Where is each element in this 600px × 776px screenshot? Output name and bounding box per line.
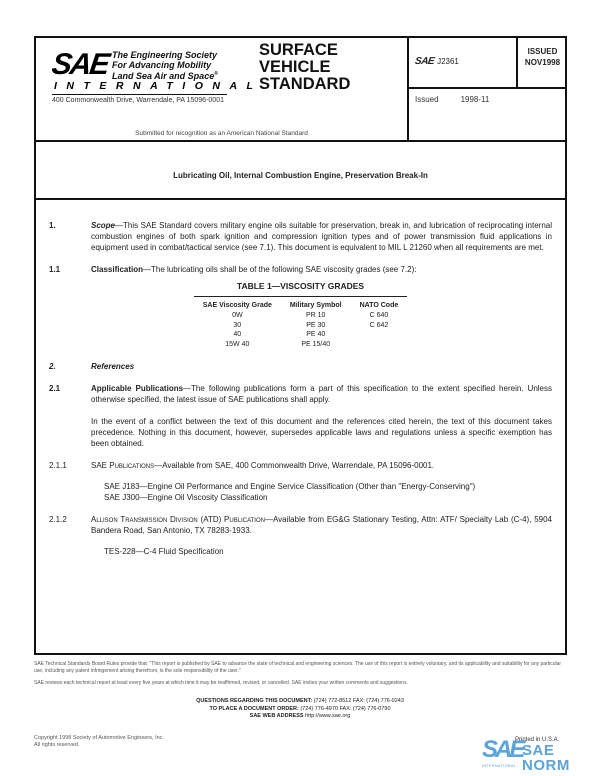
section-heading: Scope xyxy=(91,221,116,230)
section-heading: Applicable Publications xyxy=(91,384,184,393)
status-badge: ISSUED NOV1998 xyxy=(516,38,567,87)
sae-tagline: The Engineering Society For Advancing Mobility Land Sea Air and Space® xyxy=(112,50,218,81)
table-row: 15W 40 PE 15/40 xyxy=(225,340,331,348)
viscosity-grades-table xyxy=(194,282,408,349)
section-allison-publications: 2.1.2 Allison Transmission Division (ATD) Publication—Available from EG&G Stationary Testing, Attn: ATF/ Specialty Lab (C-4), 5904 Bandera Road, San Antonio, TX 78283-1933. xyxy=(49,515,553,535)
document-title: Lubricating Oil, Internal Combustion Engine, Preservation Break-In xyxy=(173,171,428,180)
document-frame xyxy=(34,36,567,655)
website-link[interactable]: http://www.sae.org xyxy=(305,713,351,719)
divider xyxy=(52,94,227,95)
sae-logo-mark: SAE xyxy=(49,48,111,81)
table-row: 30 PE 30 C 642 xyxy=(233,321,389,329)
sae-norm-watermark: SAE SAE NORM INTERNATIONAL xyxy=(482,738,597,776)
ansi-submission-note: Submitted for recognition as an American National Standard xyxy=(135,130,308,137)
document-header xyxy=(36,38,565,142)
column-header: Military Symbol xyxy=(281,296,351,311)
section-heading: Classification xyxy=(91,265,144,274)
disclaimer-text: SAE Technical Standards Board Rules provide that: "This report is published by SAE to advance the state of technical and engineering sciences. The use of this report is entirely voluntary, and its applicability and suitability for any particular use, including any patent infringement arising therefrom, is the sole responsibility of the user." SAE reviews each technical report at least every five years at which time it may be reaffirmed, revised, or cancelled. SAE invites your written comments and suggestions. xyxy=(34,661,562,686)
conflict-paragraph: In the event of a conflict between the text of this document and the references cited herein, the text of this document takes precedence. Nothing in this document, however, supersedes applicable laws and regulations unless a specific exemption has been obtained. xyxy=(91,417,552,448)
section-heading: References xyxy=(91,362,135,371)
watermark-sae-logo: SAE xyxy=(482,736,523,763)
table-row: 40 PE 40 xyxy=(233,331,326,338)
column-header: SAE Viscosity Grade xyxy=(194,296,281,311)
section-classification: 1.1 Classification—The lubricating oils shall be of the following SAE viscosity grades (see 7.2): xyxy=(49,265,417,274)
table-caption: TABLE 1—VISCOSITY GRADES xyxy=(236,281,365,291)
copyright-notice: Copyright 1998 Society of Automotive Engineers, Inc. All rights reserved. xyxy=(34,735,164,748)
column-header: NATO Code xyxy=(351,296,408,311)
sae-international-wordmark: INTERNATIONAL xyxy=(54,80,263,92)
section-heading: SAE Publications xyxy=(91,461,155,470)
section-sae-publications: 2.1.1 SAE Publications—Available from SAE, 400 Commonwealth Drive, Warrendale, PA 15096-0001. xyxy=(49,461,435,470)
sae-mini-logo: SAE xyxy=(414,56,435,67)
contact-info: QUESTIONS REGARDING THIS DOCUMENT: (724) 772-8512 FAX: (724) 776-0243 TO PLACE A DOCUMENT ORDER: (724) 776-4970 FAX: (724) 776-0790 SAE WEB ADDRESS http://www.sae.org xyxy=(196,698,404,719)
table-row: 0W PR 10 C 640 xyxy=(232,312,389,319)
sae-address: 400 Commonwealth Drive, Warrendale, PA 15096-0001 xyxy=(52,97,224,104)
section-scope: 1. Scope—This SAE Standard covers military engine oils suitable for preservation, break in, and lubrication of reciprocating internal combustion engines of both spark ignition and compression ignition types and of power transmission fluid applications in equipment used in combat/tactical service (see 7.1). This document is equivalent to MIL L 21260 when all requirements are met. xyxy=(49,221,552,252)
section-heading: Allison Transmission Division (ATD) Publication xyxy=(91,515,265,524)
reference-item: TES-228—C-4 Fluid Specification xyxy=(104,547,224,556)
section-references: 2. References xyxy=(49,362,135,371)
printed-in-usa: Printed in U.S.A. xyxy=(515,737,560,743)
issued-date-line: Issued 1998-11 xyxy=(415,95,490,104)
standard-type: SURFACE VEHICLE STANDARD xyxy=(259,41,351,93)
document-number: SAE J2361 xyxy=(414,56,459,67)
watermark-norm-text: SAE NORM xyxy=(522,742,570,774)
document-title-row xyxy=(36,142,565,200)
reference-item: SAE J183—Engine Oil Performance and Engine Service Classification (Other than "Energy-Conserving") xyxy=(104,482,476,491)
section-applicable-publications: 2.1 Applicable Publications—The following publications form a part of this specification to the extent specified herein. Unless otherwise specified, the latest issue of SAE publications shall apply. xyxy=(49,384,552,404)
reference-item: SAE J300—Engine Oil Viscosity Classification xyxy=(104,493,268,502)
document-body xyxy=(36,202,565,557)
document-id-block xyxy=(407,38,565,142)
